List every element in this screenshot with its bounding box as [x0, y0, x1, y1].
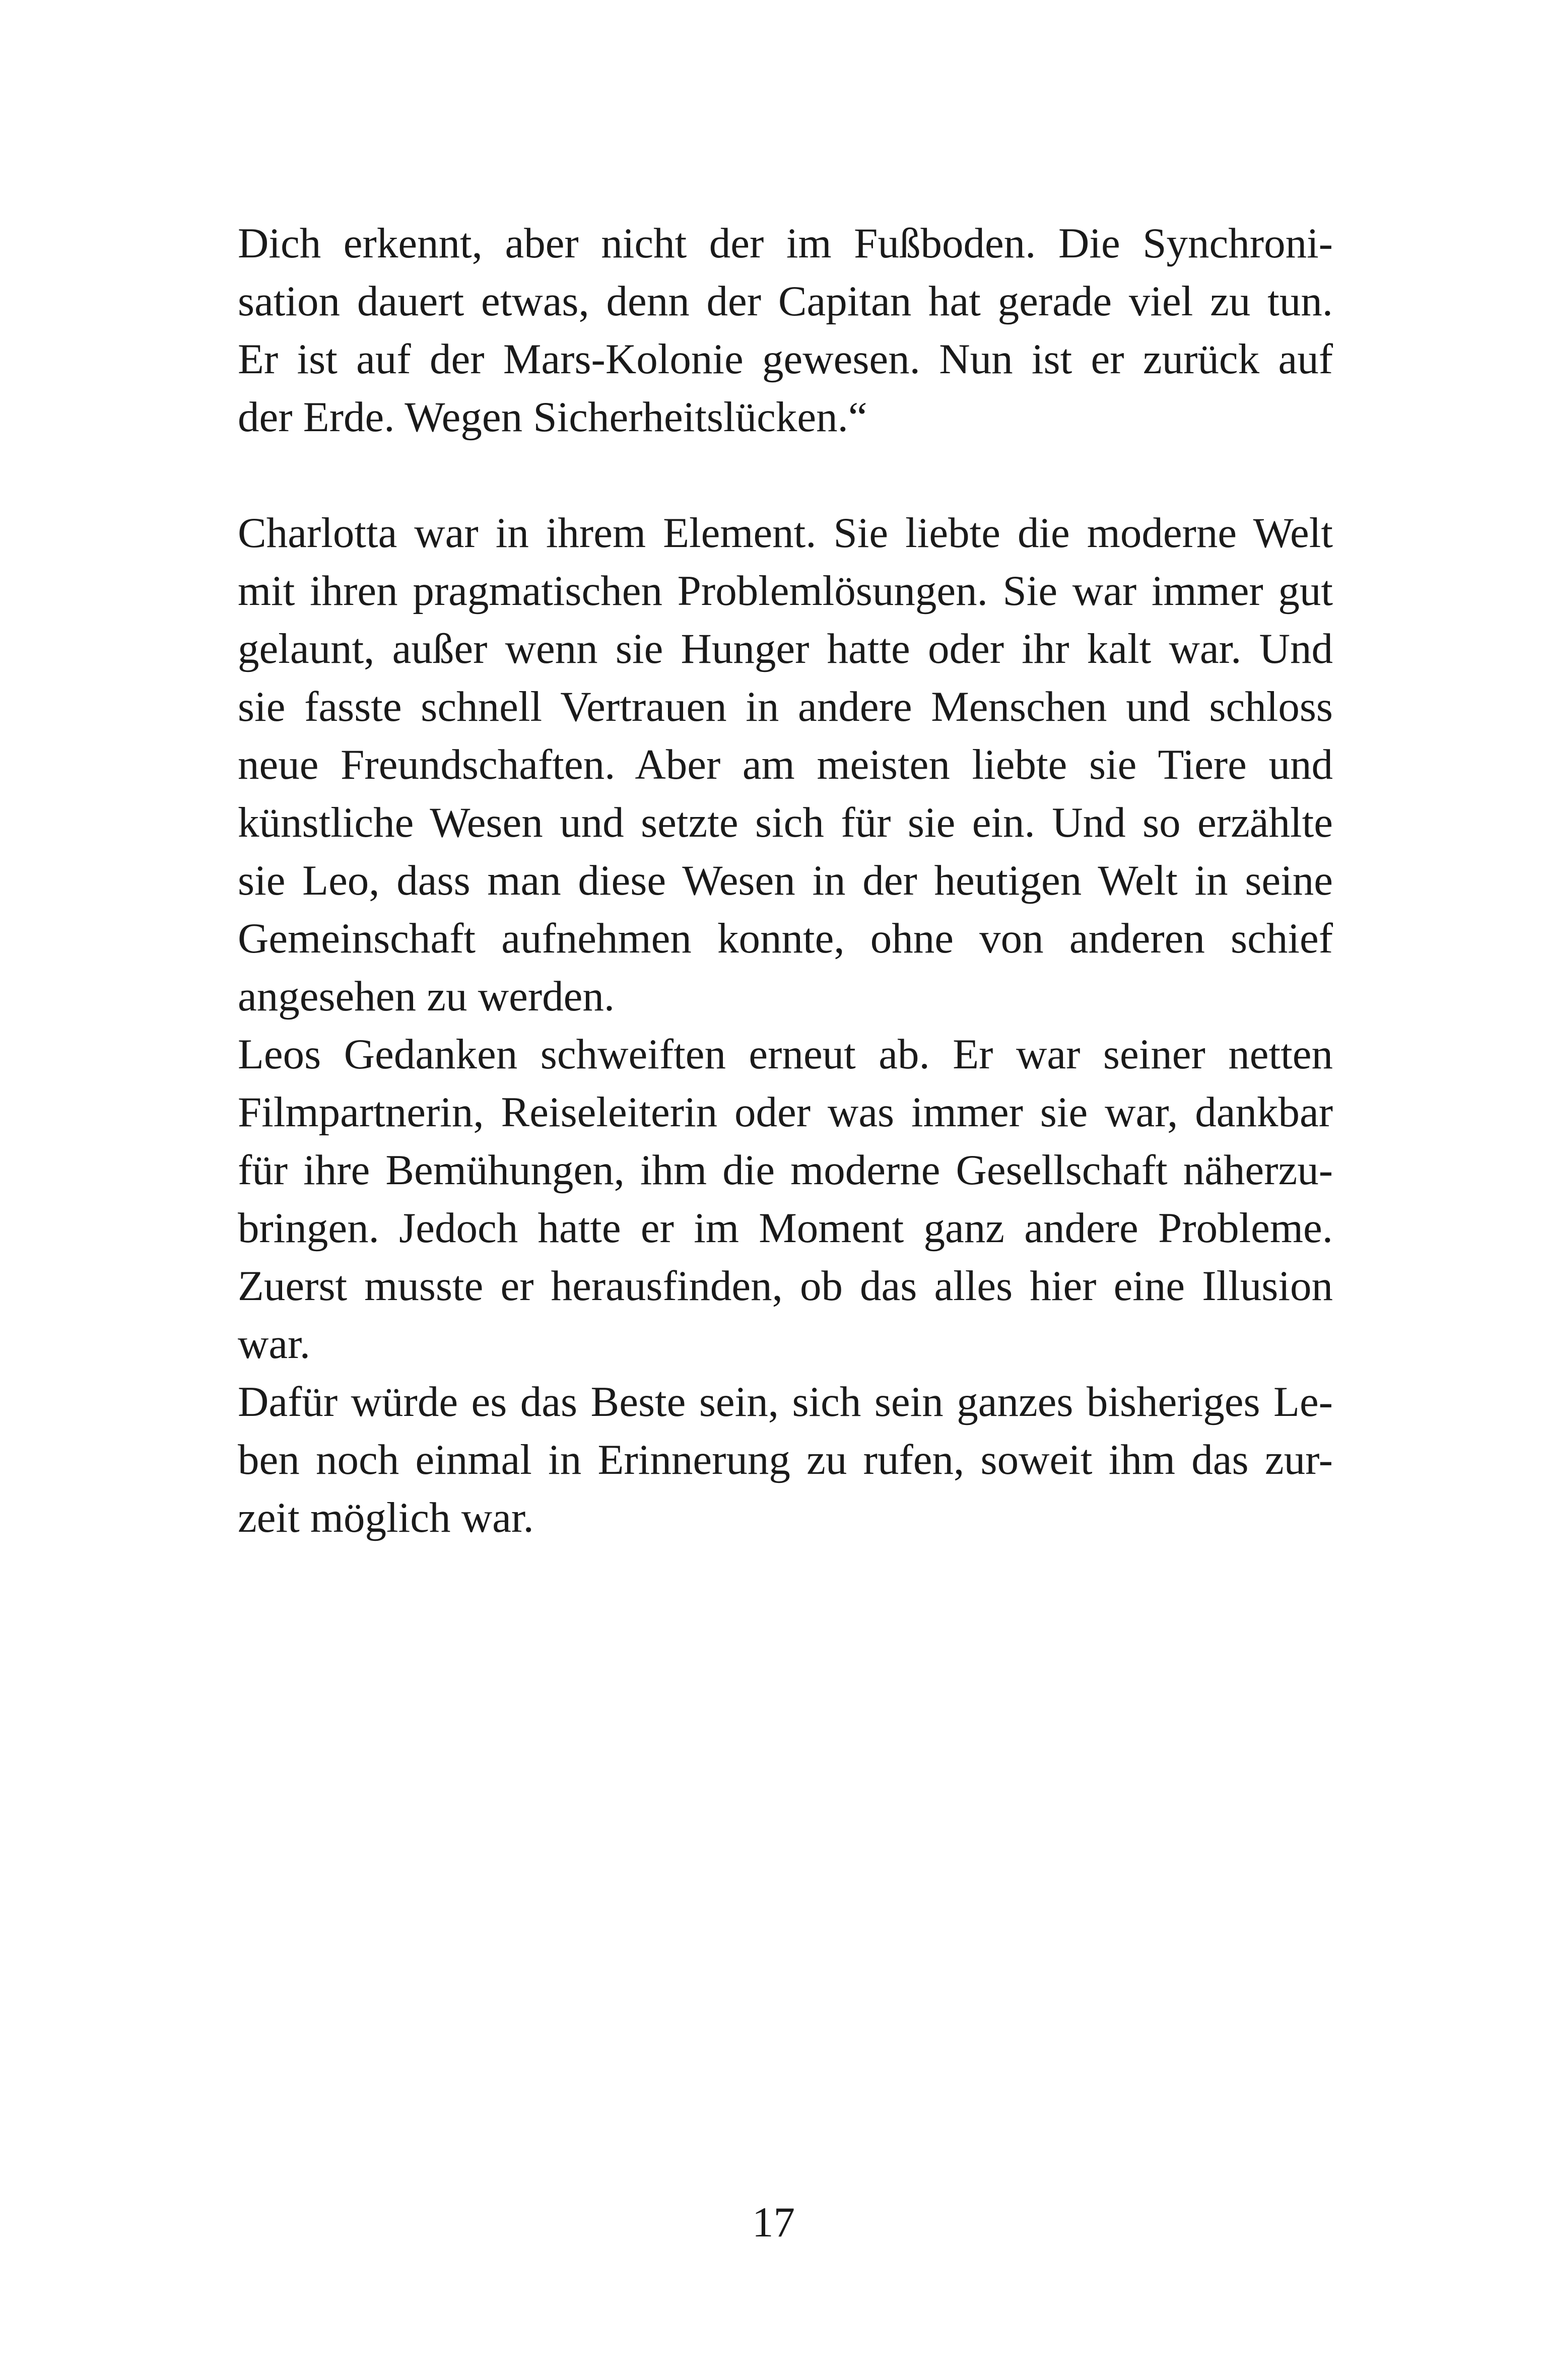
paragraph	[238, 1026, 1333, 1373]
text-line: angesehen zu werden.	[238, 973, 615, 1020]
text-line: Er ist auf der Mars-Kolonie gewesen. Nun ist er zurück auf	[238, 335, 1333, 383]
text-line: gelaunt, außer wenn sie Hunger hatte oder ihr kalt war. Und	[238, 625, 1333, 672]
text-line: ben noch einmal in Erinnerung zu rufen, soweit ihm das zur-	[238, 1436, 1333, 1483]
paragraph-gap	[238, 446, 1333, 504]
text-line: für ihre Bemühungen, ihm die moderne Gesellschaft näherzu-	[238, 1146, 1333, 1194]
text-line: zeit möglich war.	[238, 1494, 534, 1541]
text-line: neue Freundschaften. Aber am meisten liebte sie Tiere und	[238, 741, 1333, 788]
text-line: Filmpartnerin, Reiseleiterin oder was immer sie war, dankbar	[238, 1089, 1333, 1136]
text-line: Charlotta war in ihrem Element. Sie liebte die moderne Welt	[238, 509, 1333, 557]
text-line: künstliche Wesen und setzte sich für sie ein. Und so erzählte	[238, 799, 1333, 846]
text-line: sie Leo, dass man diese Wesen in der heutigen Welt in seine	[238, 857, 1333, 904]
paragraph	[238, 1373, 1333, 1547]
text-line: bringen. Jedoch hatte er im Moment ganz andere Probleme.	[238, 1204, 1333, 1252]
text-line: sation dauert etwas, denn der Capitan hat gerade viel zu tun.	[238, 278, 1333, 325]
text-line: mit ihren pragmatischen Problemlösungen. Sie war immer gut	[238, 567, 1333, 615]
text-line: Zuerst musste er herausfinden, ob das alles hier eine Illusion	[238, 1262, 1333, 1310]
text-line: Gemeinschaft aufnehmen konnte, ohne von anderen schief	[238, 915, 1333, 962]
text-line: sie fasste schnell Vertrauen in andere Menschen und schloss	[238, 683, 1333, 730]
paragraph	[238, 504, 1333, 1026]
text-line: Dafür würde es das Beste sein, sich sein ganzes bisheriges Le-	[238, 1378, 1333, 1425]
page-number: 17	[752, 2199, 795, 2246]
text-line: war.	[238, 1320, 310, 1368]
text-line: der Erde. Wegen Sicherheitslücken.“	[238, 393, 867, 441]
text-line: Leos Gedanken schweiften erneut ab. Er war seiner netten	[238, 1031, 1333, 1078]
paragraph	[238, 215, 1333, 446]
body-text	[238, 215, 1333, 1547]
text-line: Dich erkennt, aber nicht der im Fußboden. Die Synchroni-	[238, 220, 1333, 267]
